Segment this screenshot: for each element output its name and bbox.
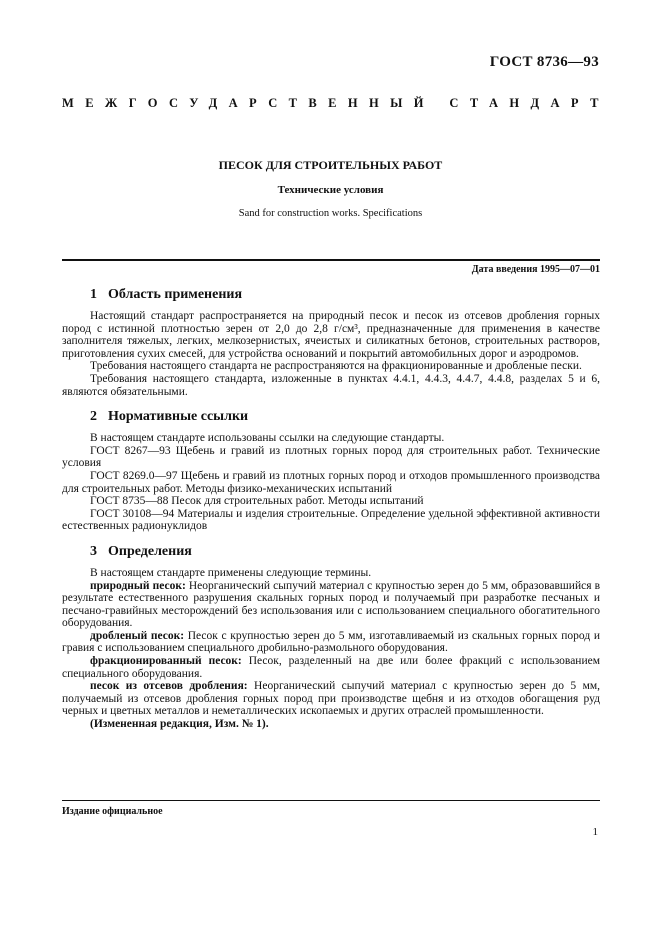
definition-item	[62, 630, 600, 655]
reference-item: ГОСТ 8735—88 Песок для строительных работ. Методы испытаний	[90, 495, 424, 508]
reference-item: ГОСТ 8269.0—97 Щебень и гравий из плотных горных пород и отходов промышленного производства для строительных работ. Методы физико-механических испытаний	[62, 469, 600, 495]
section-2-intro: В настоящем стандарте использованы ссылки на следующие стандарты.	[90, 432, 445, 445]
term: природный песок:	[90, 579, 186, 592]
section-1-paragraph: Требования настоящего стандарта, изложенные в пунктах 4.4.1, 4.4.3, 4.4.7, 4.4.8, разделах 5 и 6, являются обязательными.	[62, 372, 600, 398]
document-title-english: Sand for construction works. Specifications	[238, 208, 423, 219]
document-body	[62, 286, 600, 731]
section-title: Определения	[108, 543, 192, 559]
term-definition: Песок с крупностью зерен до 5 мм, изготавливаемый из скальных горных пород и гравия с использованием специального дробильно-размольного оборудования.	[62, 629, 600, 655]
section-1-paragraph: Требования настоящего стандарта не распространяются на фракционированные и дробленые пески.	[90, 360, 582, 373]
footer-rule	[62, 800, 600, 801]
section-1-paragraph: Настоящий стандарт распространяется на природный песок и песок из отсевов дробления горных пород с истинной плотностью зерен от 2,0 до 2,8 г/см³, предназначенные для применения в качестве заполнителя тяжелых, легких, мелкозернистых, ячеистых и силикатных бетонов, строительных растворов, приготовления сухих смесей, для устройства оснований и покрытий автомобильных дорог и аэродромов.	[62, 310, 600, 360]
document-title: ПЕСОК ДЛЯ СТРОИТЕЛЬНЫХ РАБОТ	[218, 158, 443, 172]
document-subtitle: Технические условия	[277, 184, 384, 196]
section-3-intro: В настоящем стандарте применены следующие термины.	[90, 566, 372, 579]
term: дробленый песок:	[90, 629, 185, 642]
section-1-heading	[90, 286, 600, 304]
term-definition: Неорганический сыпучий материал с крупностью зерен до 5 мм, образовавшийся в результате естественного разрушения скальных горных пород и получаемый при разработке песчаных и песчано-гравийных месторождений без использования или с использованием специального обогатительного оборудования.	[62, 579, 601, 630]
page-number: 1	[592, 826, 598, 838]
reference-item: ГОСТ 30108—94 Материалы и изделия строительные. Определение удельной эффективной активности естественных радионуклидов	[62, 507, 600, 533]
term: фракционированный песок:	[90, 655, 242, 668]
term-definition: Песок, разделенный на две или более фракций с использованием специального оборудования.	[62, 655, 600, 680]
definition-item	[62, 580, 600, 630]
official-edition-label: Издание официальное	[62, 806, 163, 817]
section-2-heading	[90, 408, 600, 426]
amendment-note-text: (Измененная редакция, Изм. № 1).	[90, 718, 269, 731]
introduction-date: Дата введения 1995—07—01	[471, 264, 600, 275]
interstate-standard-heading: МЕЖГОСУДАРСТВЕННЫЙ СТАНДАРТ	[62, 96, 610, 110]
definition-item	[62, 655, 600, 680]
section-number: 2	[90, 409, 97, 425]
doc-number: ГОСТ 8736—93	[489, 54, 599, 70]
section-number: 3	[90, 543, 97, 559]
section-number: 1	[90, 287, 97, 302]
definition-item	[62, 680, 600, 718]
section-title: Нормативные ссылки	[108, 409, 249, 425]
section-title: Область применения	[108, 287, 243, 302]
term-definition: Неорганический сыпучий материал с крупностью зерен до 5 мм, получаемый из отсевов дробления горных пород при производстве щебня и из отходов обогащения руд черных и цветных металлов и неметаллических ископаемых и других отраслей промышленности.	[62, 680, 601, 718]
reference-item: ГОСТ 8267—93 Щебень и гравий из плотных горных пород для строительных работ. Технические условия	[62, 444, 600, 470]
section-3-heading	[90, 543, 600, 561]
term: песок из отсевов дробления:	[90, 680, 248, 693]
amendment-note	[62, 718, 600, 731]
header-rule	[62, 259, 600, 261]
